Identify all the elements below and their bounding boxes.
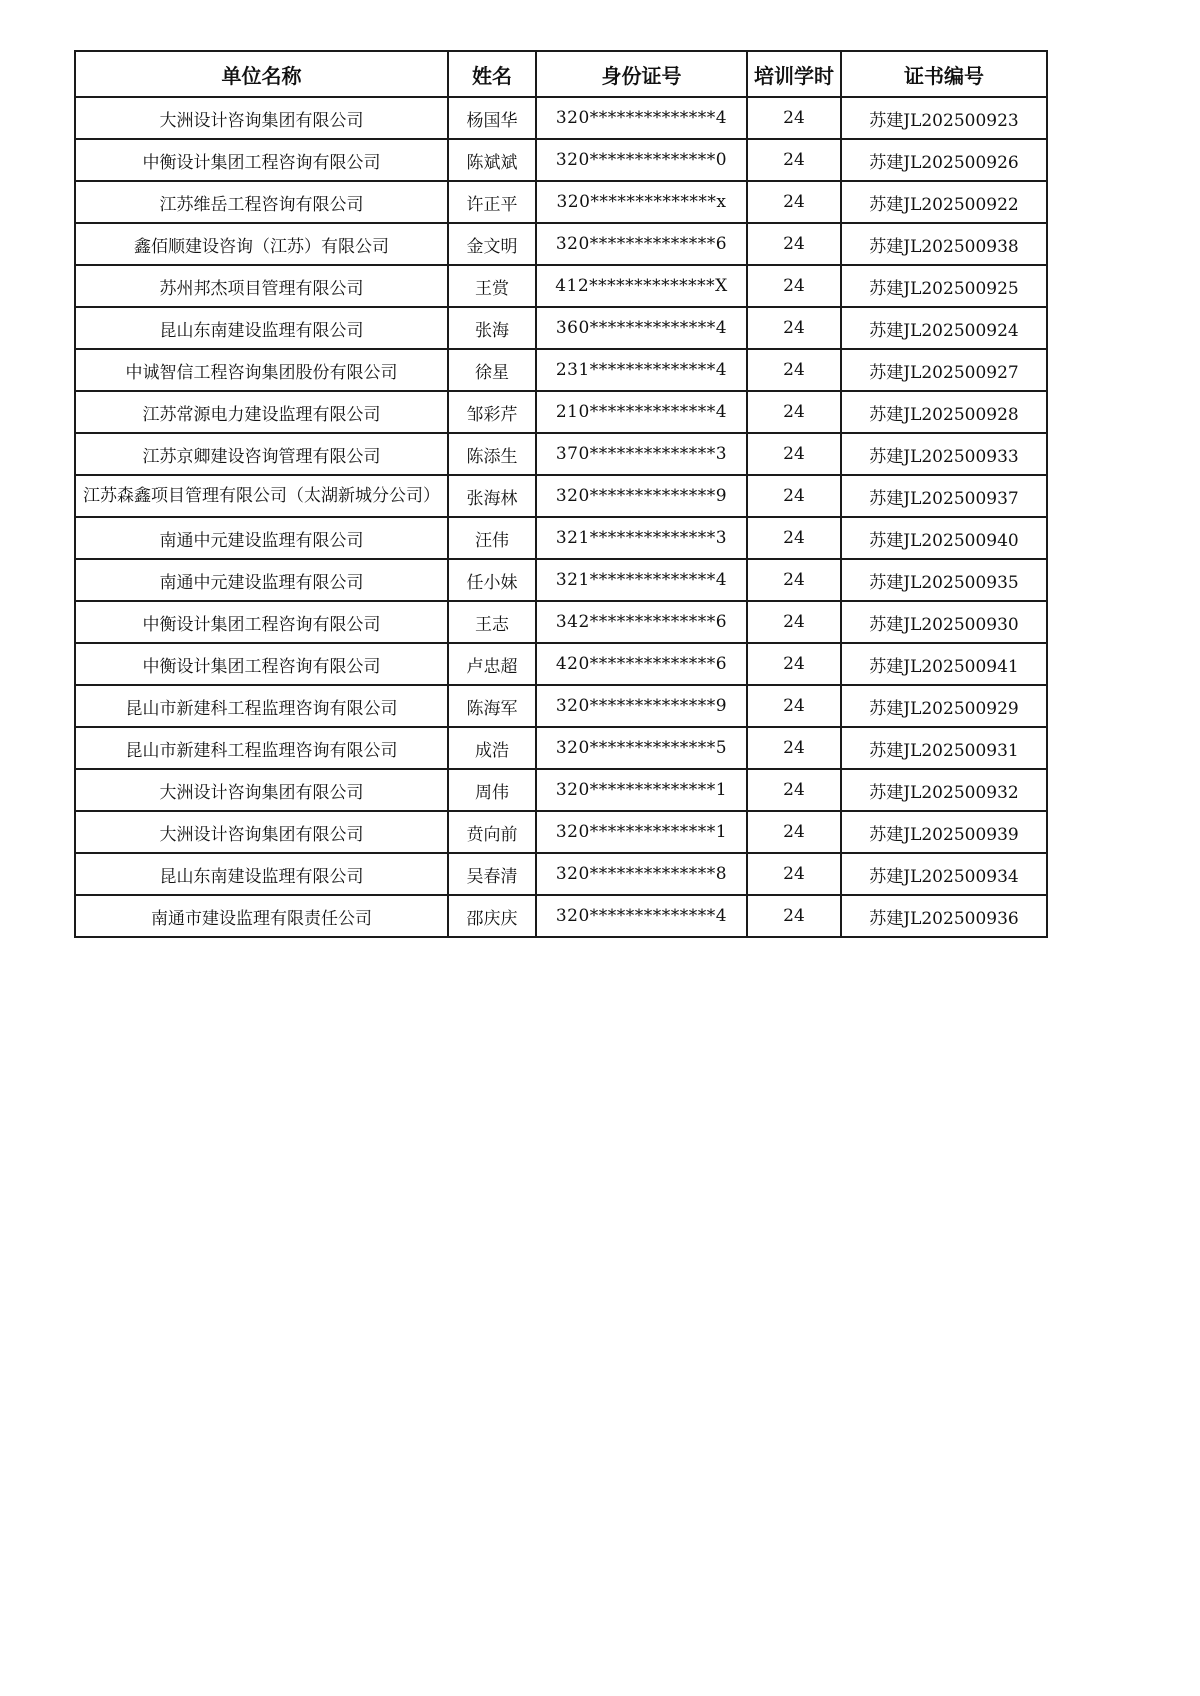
cell-id-number: 320**************6 bbox=[536, 223, 747, 265]
cell-name: 成浩 bbox=[448, 727, 536, 769]
cell-hours: 24 bbox=[747, 349, 841, 391]
table-row bbox=[75, 517, 1047, 559]
cell-unit: 昆山东南建设监理有限公司 bbox=[75, 853, 448, 895]
cell-unit: 大洲设计咨询集团有限公司 bbox=[75, 811, 448, 853]
cell-id-number: 320**************5 bbox=[536, 727, 747, 769]
cell-certificate: 苏建JL202500931 bbox=[841, 727, 1047, 769]
cell-unit: 江苏维岳工程咨询有限公司 bbox=[75, 181, 448, 223]
cell-unit: 大洲设计咨询集团有限公司 bbox=[75, 97, 448, 139]
cell-name: 陈添生 bbox=[448, 433, 536, 475]
cell-certificate: 苏建JL202500936 bbox=[841, 895, 1047, 937]
cell-certificate: 苏建JL202500927 bbox=[841, 349, 1047, 391]
cell-hours: 24 bbox=[747, 895, 841, 937]
table-row bbox=[75, 433, 1047, 475]
cell-certificate: 苏建JL202500926 bbox=[841, 139, 1047, 181]
cell-id-number: 370**************3 bbox=[536, 433, 747, 475]
cell-name: 周伟 bbox=[448, 769, 536, 811]
cell-hours: 24 bbox=[747, 223, 841, 265]
cell-certificate: 苏建JL202500940 bbox=[841, 517, 1047, 559]
cell-hours: 24 bbox=[747, 265, 841, 307]
table-row bbox=[75, 769, 1047, 811]
cell-certificate: 苏建JL202500937 bbox=[841, 475, 1047, 517]
cell-certificate: 苏建JL202500939 bbox=[841, 811, 1047, 853]
cell-id-number: 412**************X bbox=[536, 265, 747, 307]
cell-unit: 江苏京卿建设咨询管理有限公司 bbox=[75, 433, 448, 475]
cell-name: 任小妹 bbox=[448, 559, 536, 601]
cell-id-number: 420**************6 bbox=[536, 643, 747, 685]
cell-name: 陈斌斌 bbox=[448, 139, 536, 181]
cell-unit: 江苏常源电力建设监理有限公司 bbox=[75, 391, 448, 433]
table-row bbox=[75, 307, 1047, 349]
cell-unit: 鑫佰顺建设咨询（江苏）有限公司 bbox=[75, 223, 448, 265]
cell-certificate: 苏建JL202500928 bbox=[841, 391, 1047, 433]
cell-hours: 24 bbox=[747, 853, 841, 895]
cell-hours: 24 bbox=[747, 307, 841, 349]
cell-name: 贲向前 bbox=[448, 811, 536, 853]
cell-hours: 24 bbox=[747, 517, 841, 559]
cell-unit: 南通市建设监理有限责任公司 bbox=[75, 895, 448, 937]
table-row bbox=[75, 895, 1047, 937]
cell-id-number: 360**************4 bbox=[536, 307, 747, 349]
cell-certificate: 苏建JL202500932 bbox=[841, 769, 1047, 811]
cell-name: 王志 bbox=[448, 601, 536, 643]
cell-certificate: 苏建JL202500923 bbox=[841, 97, 1047, 139]
cell-name: 邹彩芹 bbox=[448, 391, 536, 433]
cell-id-number: 321**************4 bbox=[536, 559, 747, 601]
cell-id-number: 320**************0 bbox=[536, 139, 747, 181]
cell-certificate: 苏建JL202500924 bbox=[841, 307, 1047, 349]
cell-name: 吴春清 bbox=[448, 853, 536, 895]
cell-hours: 24 bbox=[747, 769, 841, 811]
table-row bbox=[75, 811, 1047, 853]
cell-id-number: 320**************9 bbox=[536, 475, 747, 517]
table-row bbox=[75, 349, 1047, 391]
cell-id-number: 320**************1 bbox=[536, 769, 747, 811]
cell-id-number: 320**************x bbox=[536, 181, 747, 223]
cell-certificate: 苏建JL202500929 bbox=[841, 685, 1047, 727]
cell-hours: 24 bbox=[747, 727, 841, 769]
cell-name: 许正平 bbox=[448, 181, 536, 223]
table-row bbox=[75, 727, 1047, 769]
cell-hours: 24 bbox=[747, 181, 841, 223]
training-roster-table bbox=[74, 50, 1048, 938]
cell-name: 金文明 bbox=[448, 223, 536, 265]
cell-name: 杨国华 bbox=[448, 97, 536, 139]
header-certificate: 证书编号 bbox=[841, 51, 1047, 97]
cell-certificate: 苏建JL202500941 bbox=[841, 643, 1047, 685]
header-row bbox=[75, 51, 1047, 97]
cell-id-number: 320**************4 bbox=[536, 97, 747, 139]
table-row bbox=[75, 139, 1047, 181]
cell-hours: 24 bbox=[747, 433, 841, 475]
cell-unit: 苏州邦杰项目管理有限公司 bbox=[75, 265, 448, 307]
cell-id-number: 320**************4 bbox=[536, 895, 747, 937]
cell-hours: 24 bbox=[747, 685, 841, 727]
cell-certificate: 苏建JL202500922 bbox=[841, 181, 1047, 223]
cell-certificate: 苏建JL202500938 bbox=[841, 223, 1047, 265]
cell-certificate: 苏建JL202500933 bbox=[841, 433, 1047, 475]
table-row bbox=[75, 97, 1047, 139]
cell-unit: 昆山市新建科工程监理咨询有限公司 bbox=[75, 685, 448, 727]
cell-unit: 南通中元建设监理有限公司 bbox=[75, 517, 448, 559]
header-hours: 培训学时 bbox=[747, 51, 841, 97]
header-unit: 单位名称 bbox=[75, 51, 448, 97]
cell-unit: 昆山东南建设监理有限公司 bbox=[75, 307, 448, 349]
cell-hours: 24 bbox=[747, 391, 841, 433]
cell-certificate: 苏建JL202500935 bbox=[841, 559, 1047, 601]
table-row bbox=[75, 643, 1047, 685]
cell-hours: 24 bbox=[747, 559, 841, 601]
cell-hours: 24 bbox=[747, 811, 841, 853]
cell-id-number: 320**************9 bbox=[536, 685, 747, 727]
cell-hours: 24 bbox=[747, 475, 841, 517]
table-row bbox=[75, 223, 1047, 265]
cell-certificate: 苏建JL202500925 bbox=[841, 265, 1047, 307]
header-id-number: 身份证号 bbox=[536, 51, 747, 97]
cell-name: 徐星 bbox=[448, 349, 536, 391]
cell-name: 张海林 bbox=[448, 475, 536, 517]
cell-name: 卢忠超 bbox=[448, 643, 536, 685]
cell-hours: 24 bbox=[747, 643, 841, 685]
cell-certificate: 苏建JL202500934 bbox=[841, 853, 1047, 895]
cell-hours: 24 bbox=[747, 97, 841, 139]
cell-unit: 中衡设计集团工程咨询有限公司 bbox=[75, 139, 448, 181]
cell-hours: 24 bbox=[747, 139, 841, 181]
cell-id-number: 321**************3 bbox=[536, 517, 747, 559]
cell-unit: 昆山市新建科工程监理咨询有限公司 bbox=[75, 727, 448, 769]
cell-name: 汪伟 bbox=[448, 517, 536, 559]
cell-unit: 中诚智信工程咨询集团股份有限公司 bbox=[75, 349, 448, 391]
cell-hours: 24 bbox=[747, 601, 841, 643]
cell-unit: 中衡设计集团工程咨询有限公司 bbox=[75, 601, 448, 643]
table-row bbox=[75, 685, 1047, 727]
table-row bbox=[75, 559, 1047, 601]
cell-unit: 南通中元建设监理有限公司 bbox=[75, 559, 448, 601]
cell-unit: 江苏森鑫项目管理有限公司（太湖新城分公司） bbox=[75, 475, 448, 517]
table-row bbox=[75, 853, 1047, 895]
cell-id-number: 320**************1 bbox=[536, 811, 747, 853]
cell-unit: 中衡设计集团工程咨询有限公司 bbox=[75, 643, 448, 685]
table-row bbox=[75, 601, 1047, 643]
cell-id-number: 210**************4 bbox=[536, 391, 747, 433]
cell-name: 邵庆庆 bbox=[448, 895, 536, 937]
cell-name: 王赏 bbox=[448, 265, 536, 307]
table-row bbox=[75, 475, 1047, 517]
cell-name: 陈海军 bbox=[448, 685, 536, 727]
table-body bbox=[75, 97, 1047, 937]
cell-id-number: 231**************4 bbox=[536, 349, 747, 391]
cell-name: 张海 bbox=[448, 307, 536, 349]
cell-certificate: 苏建JL202500930 bbox=[841, 601, 1047, 643]
table-row bbox=[75, 265, 1047, 307]
table-row bbox=[75, 181, 1047, 223]
cell-id-number: 320**************8 bbox=[536, 853, 747, 895]
cell-unit: 大洲设计咨询集团有限公司 bbox=[75, 769, 448, 811]
header-name: 姓名 bbox=[448, 51, 536, 97]
table-row bbox=[75, 391, 1047, 433]
cell-id-number: 342**************6 bbox=[536, 601, 747, 643]
